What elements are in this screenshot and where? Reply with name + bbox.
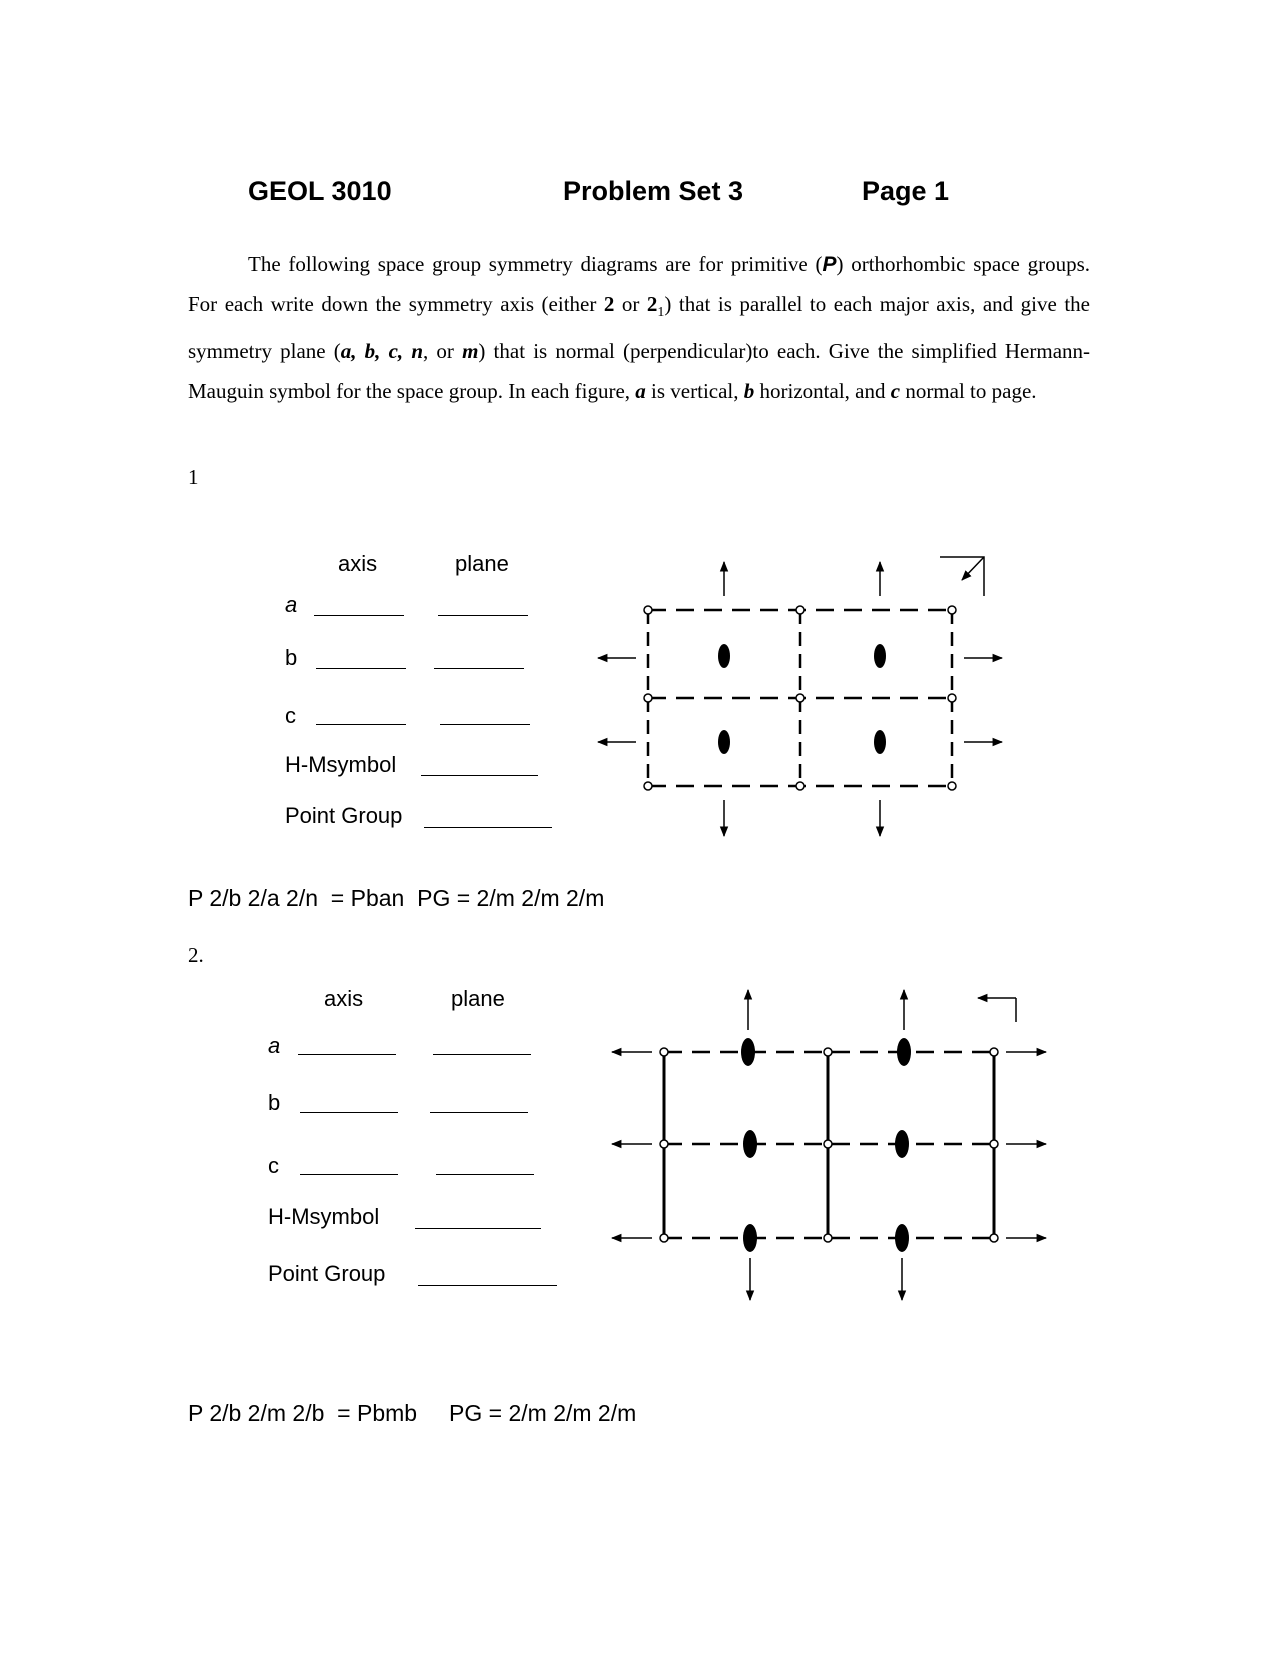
b-label: b [268, 1090, 281, 1115]
problem-1-number: 1 [188, 465, 199, 489]
problem-set-title: Problem Set 3 [563, 176, 744, 206]
c-label: c [285, 703, 296, 728]
c-label: c [268, 1153, 279, 1178]
corner-plane-symbol [978, 998, 1016, 1022]
problem-2-number: 2. [188, 943, 204, 967]
hm-symbol-label: H-Msymbol [285, 752, 397, 777]
a-label: a [268, 1033, 281, 1058]
plane-header: plane [451, 986, 505, 1011]
page-number: Page 1 [862, 176, 950, 206]
plane-header: plane [455, 551, 509, 576]
a-label: a [285, 592, 298, 617]
b-label: b [285, 645, 298, 670]
axis-header: axis [338, 551, 378, 576]
hm-symbol-label: H-Msymbol [268, 1204, 380, 1229]
problem-2-answer: P 2/b 2/m 2/b = Pbmb PG = 2/m 2/m 2/m [188, 1400, 637, 1426]
course-code: GEOL 3010 [248, 176, 392, 206]
problem-1-answer: P 2/b 2/a 2/n = Pban PG = 2/m 2/m 2/m [188, 885, 605, 911]
point-group-label: Point Group [285, 803, 403, 828]
point-group-label: Point Group [268, 1261, 386, 1286]
axis-header: axis [324, 986, 364, 1011]
instructions-paragraph: The following space group symmetry diagrams are for primitive (P) orthorhombic space groups. For each write down the symmetry axis (either 2 or $2_1$) that is parallel to each major axis, and give the symmetry plane (a, b, c, n, or m) that is normal (perpendicular)to each. Give the simplified Hermann-Mauguin symbol for the space group. In each figure, a is vertical, b horizontal, and c normal to page. [188, 252, 1091, 403]
